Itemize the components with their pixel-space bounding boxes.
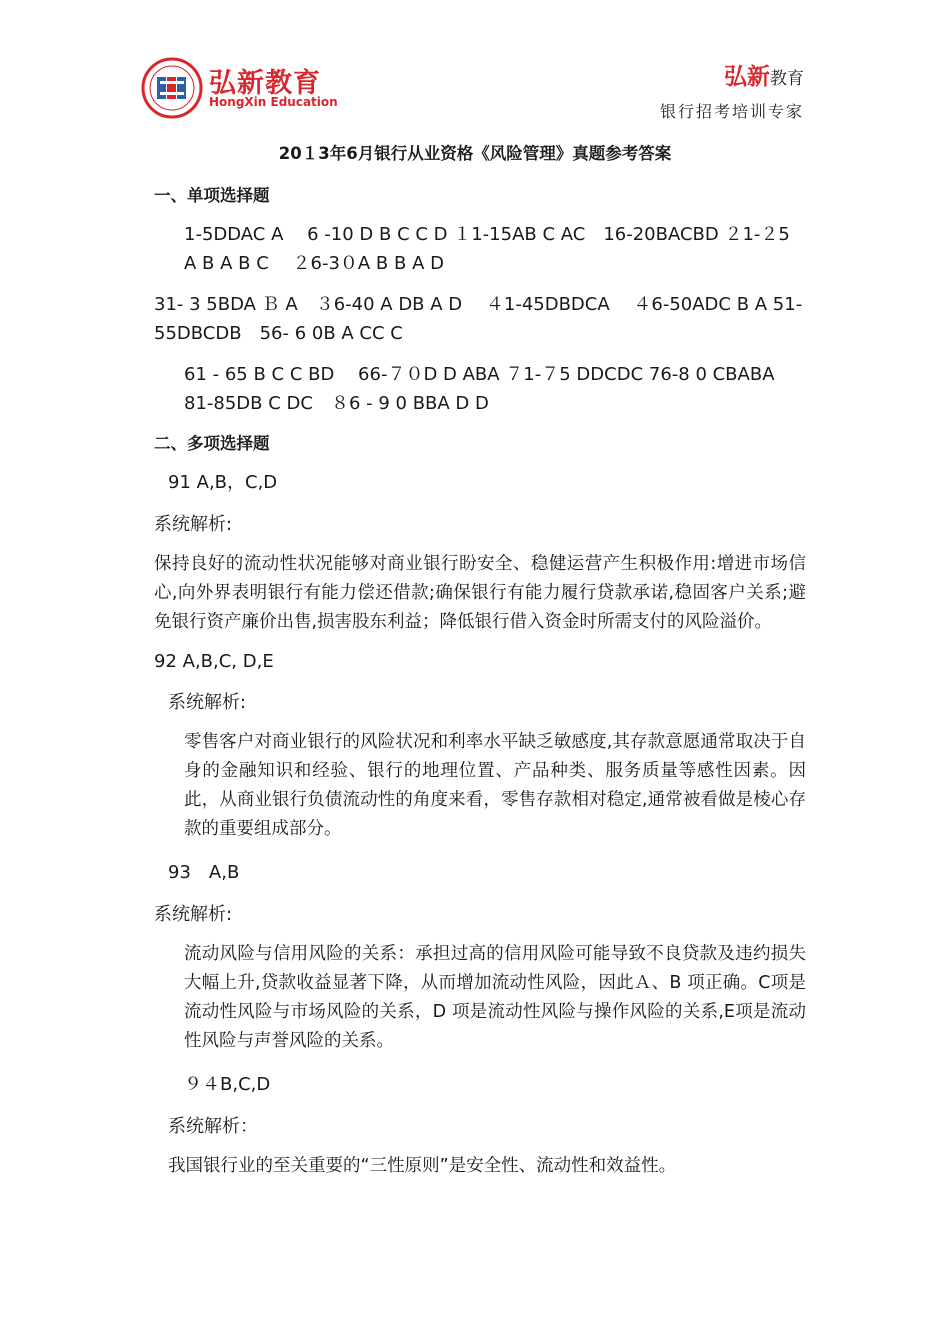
question-answer: 93 A,B (168, 862, 240, 883)
page-title: 20１3年6月银行从业资格《风险管理》真题参考答案 (278, 144, 672, 163)
document-body (144, 140, 806, 1195)
question-answer: 91 A,B，C,D (168, 472, 278, 493)
brand-mark (724, 58, 804, 91)
tagline: 银行招考培训专家 (659, 102, 804, 121)
logo-chinese-name: 弘新教育 (209, 68, 321, 99)
analysis-text: 流动风险与信用风险的关系：承担过高的信用风险可能导致不良贷款及违约损失大幅上升,贷款收益显著下降，从而增加流动性风险，因此Ａ、B 项正确。C项是流动性风险与市场风险的关系，D 项是流动性风险与操作风险的关系,E项是流动性风险与声誉风险的关系。 (184, 944, 806, 1051)
logo-badge-icon (141, 57, 203, 119)
analysis-label: 系统解析： (168, 1116, 258, 1137)
section-heading-single-choice: 一、单项选择题 (154, 186, 270, 205)
analysis-text: 我国银行业的至关重要的“三性原则”是安全性、流动性和效益性。 (168, 1156, 677, 1176)
analysis-label: 系统解析: (168, 692, 247, 713)
question-answer: ９４B,C,D (184, 1074, 271, 1095)
answer-line: 61 - 65 B C C BD 66-７０D D ABA ７1-７5 DDCDC 76-8 0 CBABA 81-85DB C DC ８6 - 9 0 BBA D D (184, 364, 793, 414)
answer-line: 1-5DDAC A 6 -10 D B C C D １1-15AB C AC 16-20BACBD ２1-２5 A B A B C ２6-3０A B B A D (184, 224, 790, 274)
question-answer: 92 A,B,C, D,E (154, 651, 274, 672)
brand-main: 弘新 (724, 63, 770, 90)
analysis-label: 系统解析: (154, 514, 233, 535)
answer-line: 31- 3 5BDA Ｂ A ３6-40 A DB A D ４1-45DBDCA ４6-50ADC B A 51-55DBCDB 56- 6 0B A CC C (154, 294, 803, 344)
analysis-label: 系统解析: (154, 904, 233, 925)
hongxin-logo (141, 57, 341, 121)
analysis-text: 保持良好的流动性状况能够对商业银行盼安全、稳健运营产生积极作用:增进市场信心,向外界表明银行有能力偿还借款;确保银行有能力履行贷款承诺,稳固客户关系;避免银行资产廉价出售,损害股东利益；降低银行借入资金时所需支付的风险溢价。 (154, 554, 806, 632)
brand-sub: 教育 (770, 69, 804, 89)
analysis-text: 零售客户对商业银行的风险状况和利率水平缺乏敏感度,其存款意愿通常取决于自身的金融知识和经验、银行的地理位置、产品种类、服务质量等感性因素。因此，从商业银行负债流动性的角度来看，零售存款相对稳定,通常被看做是棱心存款的重要组成部分。 (184, 732, 806, 839)
section-heading-multi-choice: 二、多项选择题 (154, 434, 270, 453)
logo-english-name: HongXin Education (209, 95, 338, 109)
